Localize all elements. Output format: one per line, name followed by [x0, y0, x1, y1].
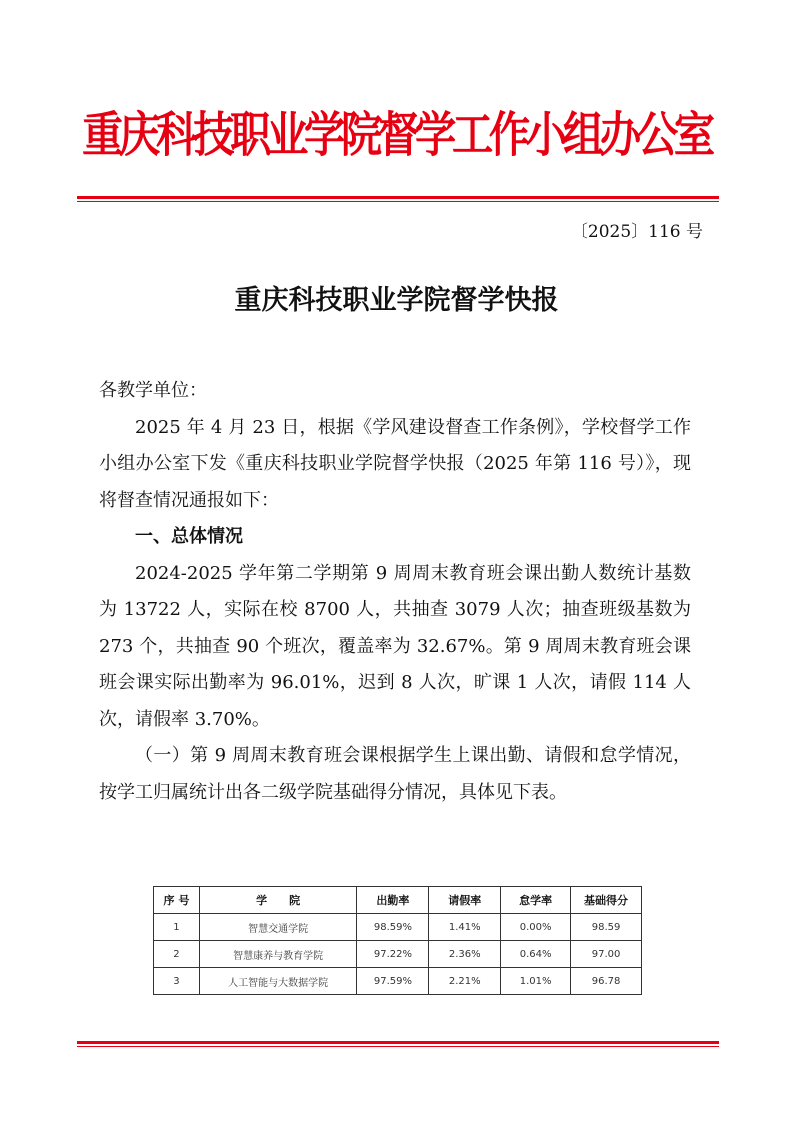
- cell-college: 智慧康养与教育学院: [199, 941, 357, 968]
- cell-college: 智慧交通学院: [199, 914, 357, 941]
- document-body: [99, 373, 691, 811]
- header-score: 基础得分: [571, 887, 642, 914]
- cell-attendance: 97.59%: [357, 968, 429, 995]
- header-attendance: 出勤率: [357, 887, 429, 914]
- bottom-red-rule: [77, 1041, 719, 1047]
- cell-truancy: 0.00%: [501, 914, 571, 941]
- cell-index: 2: [154, 941, 200, 968]
- paragraph-table-intro: （一）第 9 周周末教育班会课根据学生上课出勤、请假和怠学情况，按学工归属统计出各二级学院基础得分情况，具体见下表。: [99, 745, 691, 803]
- table-row: [154, 968, 642, 995]
- paragraph-intro: 2025 年 4 月 23 日，根据《学风建设督查工作条例》，学校督学工作小组办公室下发《重庆科技职业学院督学快报（2025 年第 116 号）》，现将督查情况通报如下：: [99, 416, 691, 511]
- cell-leave: 2.21%: [429, 968, 501, 995]
- cell-index: 3: [154, 968, 200, 995]
- cell-attendance: 98.59%: [357, 914, 429, 941]
- cell-truancy: 1.01%: [501, 968, 571, 995]
- header-leave: 请假率: [429, 887, 501, 914]
- salutation: 各教学单位：: [99, 380, 207, 401]
- cell-score: 98.59: [571, 914, 642, 941]
- top-red-rule: [77, 196, 719, 202]
- header-index: 序 号: [154, 887, 200, 914]
- cell-college: 人工智能与大数据学院: [199, 968, 357, 995]
- cell-score: 96.78: [571, 968, 642, 995]
- paragraph-overview: 2024-2025 学年第二学期第 9 周周末教育班会课出勤人数统计基数为 13722 人，实际在校 8700 人，共抽查 3079 人次；抽查班级基数为 273 个，共抽查 90 个班次，覆盖率为 32.67%。第 9 周周末教育班会课班会课实际出勤率为 96.01%，迟到 8 人次，旷课 1 人次，请假 114 人次，请假率 3.70%。: [99, 562, 691, 730]
- table-row: [154, 941, 642, 968]
- document-title: 重庆科技职业学院督学快报: [234, 285, 559, 316]
- document-number: 〔2025〕116 号: [570, 222, 703, 242]
- cell-index: 1: [154, 914, 200, 941]
- header-college: 学 院: [199, 887, 357, 914]
- scores-table: [153, 886, 642, 995]
- cell-leave: 1.41%: [429, 914, 501, 941]
- cell-leave: 2.36%: [429, 941, 501, 968]
- masthead-title: 重庆科技职业学院督学工作小组办公室: [82, 107, 711, 163]
- section-heading-overview: 一、总体情况: [135, 526, 243, 547]
- cell-attendance: 97.22%: [357, 941, 429, 968]
- table-header-row: [154, 887, 642, 914]
- cell-score: 97.00: [571, 941, 642, 968]
- table-row: [154, 914, 642, 941]
- header-truancy: 怠学率: [501, 887, 571, 914]
- cell-truancy: 0.64%: [501, 941, 571, 968]
